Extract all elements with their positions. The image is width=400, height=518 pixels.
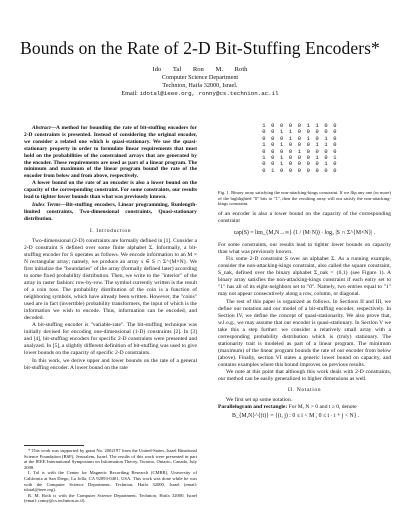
email-addresses: idotal@ieee.org, ronny@cs.technion.ac.il [139,90,279,97]
footnote-rule [24,445,84,446]
footnotes [24,445,197,504]
matrix-row: 0 0 1 1 0 0 0 0 0 [262,129,338,136]
section-heading-introduction: I. Introduction [89,227,132,234]
abstract-lead: Abstract [32,125,51,131]
author-email [0,90,400,97]
notation-paragraph-1: We first set up some notation. [226,397,293,404]
matrix-row: 1 0 1 0 0 0 1 1 0 [262,142,338,149]
email-label: Email: [121,90,138,97]
matrix-row: 0 0 0 0 1 0 0 0 0 [262,148,338,155]
affiliation-address: Technion, Haifa 32000, Israel. [162,82,238,89]
matrix-row: 0 1 0 0 0 0 0 0 0 [262,167,338,174]
index-terms-lead: Index Terms [32,201,61,208]
matrix-row: 1 0 0 0 0 1 1 0 0 [262,123,338,129]
matrix-row: 1 0 1 0 0 0 1 0 1 [262,155,338,162]
index-terms [24,202,197,223]
section-heading-notation: II. Notation [287,387,322,394]
right-paragraph-2: For some constraints, our results lead to tighter lower bounds on capacity than what was previously known. [218,242,391,256]
footnote-roth: R. M. Roth is with the Computer Science Department, Technion, Haifa 32000, Israel (email: ronny@cs.technion.ac.il). [24,492,197,504]
parallelogram-paragraph [218,404,391,411]
intro-paragraph-3: In this work, we derive upper and lower bounds on the rate of a general bit-stuffing encoder. A lower bound on the rate [24,357,197,371]
right-paragraph-4: The rest of this paper is organized as follows. In Sections II and III, we define our notation and our model of a bit-stuffing encoder, respectively. In Section IV, we define the concept of quasi-stationarity. We also prove that, w.l.o.g., we may assume that our encoder is quasi-stationary. In Section V we take this a step further: we consider a relatively small array with a corresponding probability distribution which is (truly) stationary. The stationarity trait is modeled as part of a linear program. The minimum (maximum) of the linear program bounds the rate of our encoder from below (above). Finally, section VI states a generic lower bound on capacity, and contains examples where this bound improves on previous results. [218,298,391,368]
author-names: Ido Tal Ron M. Roth [152,66,248,73]
matrix-row: 0 0 0 1 0 1 0 1 0 [262,135,338,142]
parallelogram-title: Parallelogram and rectangle: [218,404,288,411]
parallelogram-text: For M, N > 0 and t ≥ 0, denote [287,404,357,411]
footnote-funding: * This work was supported by grant No. 2002197 from the United-States–Israel Binational Science Foundation (BSF), Jerusalem, Israel. The results of this work were presented in part at the IEEE International Symposium on Information Theory, Toronto, Ontario, Canada, July 2008. [24,448,197,470]
right-paragraph-5: We note at this point that although this work deals with 2-D constraints, our method can be easily generalized to higher dimensions as well. [218,368,391,383]
capacity-equation: cap(S) = lim_{M,N→∞} (1 / (M·N)) · log₂ |S ∩ Σ^{M×N}| . [233,230,376,237]
right-paragraph-3: Fix some 2-D constraint S over an alphabet Σ. As a running example, consider the non-attacking-kings constraint, also called the square constraint, S_nak, defined over the binary alphabet Σ_nak = {0,1} (see Figure 1). A binary array satisfies the non-attacking-kings constraint if each entry set to "1" has all of its eight-neighbors set to "0". Namely, two entries equal to "1" may not appear consecutively along a row, column, or diagonal. [218,256,391,298]
right-column [218,211,391,420]
abstract-text: —A method for bounding the rate of bit-stuffing encoders for 2-D constraints is presented. Instead of considering the original encoder, we consider a related one which is quasi-stationary. We use the quasi-stationary property in order to formulate linear requirements that must hold on the probabilities of the constrained arrays that are generated by the encoder. These requirements are used as part of a linear program. The minimum and maximum of the linear program bound the rate of the encoder from below and from above, respectively. [24,125,197,180]
affiliation-department: Computer Science Department [161,74,239,81]
intro-paragraph-1: Two-dimensional (2-D) constraints are formally defined in [1]. Consider a 2-D constraint S defined over some finite alphabet Σ. Informally, a bit-stuffing encoder for S operates as follows. We encode information to an M × N rectangular array; namely, we produce an array x ∈ S ∩ Σ^{M×N}. We first initialize the "boundaries" of the array (formally defined later) according to some fixed probability distribution. Then, we write to the "interior" of the array in raster fashion: row-by-row. The symbol currently written is the result of a coin toss. The probability distribution of the coin is a function of neighboring symbols, which have already been written. However, the "coins" used are in fact (invertible) probability transformers, the input of which is the information we wish to encode. Thus, information can be encoded, and decoded. [24,237,197,322]
intro-paragraph-2: A bit-stuffing encoder is "variable-rate". The bit-stuffing technique was initially devised for encoding one-dimensional (1-D) constraints [2]. In [3] and [4], bit-stuffing encoders for specific 2-D constraints were presented and analyzed. In [5], a slightly different definition of bit-stuffing was used to give lower bounds on the capacity of specific 2-D constraints. [24,322,197,357]
figure-caption: Fig. 1. Binary array satisfying the non-attacking-kings constraint. If we flip any one (or more) of the highlighted "0" bits to "1", then the resulting array will not satisfy the non-attacking-kings constraint. [218,190,391,207]
figure-binary-array [260,123,340,174]
abstract [24,125,197,180]
paper-title: Bounds on the Rate of 2-D Bit-Stuffing Encoders* [20,38,380,58]
abstract-paragraph-2: A lower bound on the rate of an encoder is also a lower bound on the capacity of the corresponding constraint. For some constraints, our results lead to tighter lower bounds than what was previously known. [24,180,197,201]
footnote-tal: I. Tal is with the Center for Magnetic Recording Research (CMRR), University of California at San Diego, La Jolla, CA 92093-0401, USA. This work was done while he was with the Computer Science Department, Technion, Haifa 32000, Israel (email: idotal@ieee.org). [24,470,197,493]
right-paragraph-1: of an encoder is also a lower bound on the capacity of the corresponding constraint [218,211,391,225]
left-column [24,125,197,372]
parallelogram-formula: B_{M,N}^{(t)} = {(i, j) : 0 ≤ i < M , 0 ≤ t · i + j < N} . [232,413,360,420]
matrix-row: 0 0 1 0 0 0 0 1 0 [262,161,338,168]
index-terms-text: —Bit-stuffing encoders, Linear programming, Runlength-limited constraints, Two-dimensional constraints, Quasi-stationary distribution. [24,201,197,222]
